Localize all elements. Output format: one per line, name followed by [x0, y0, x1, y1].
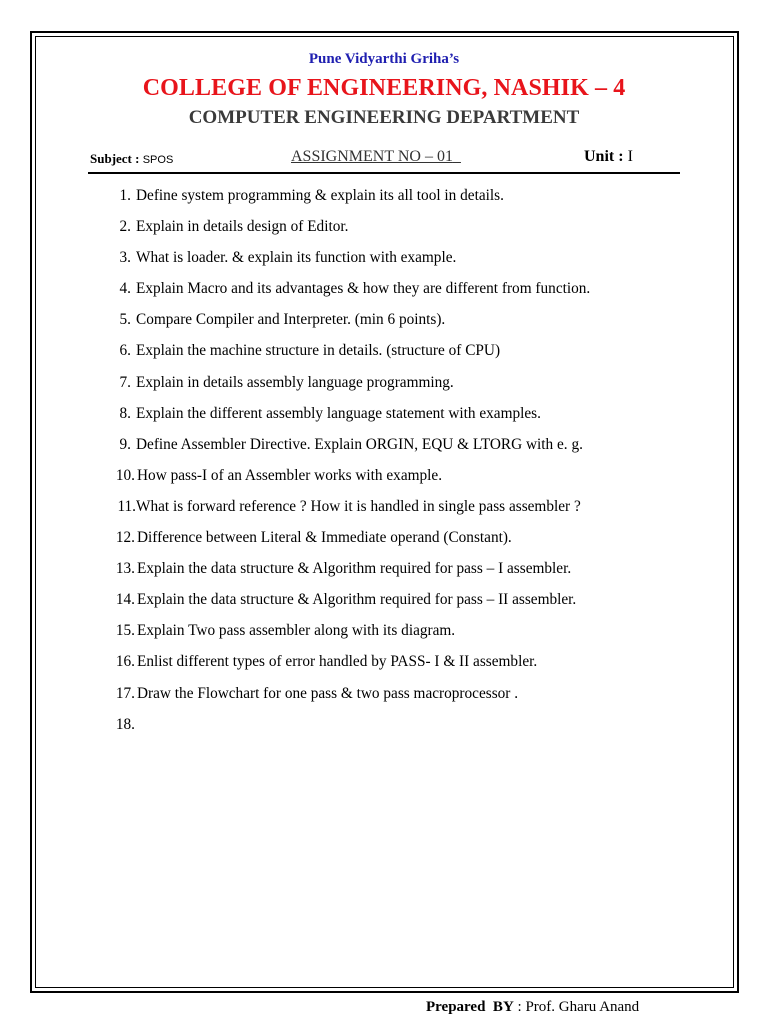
- question-item: [0, 311, 768, 342]
- question-number: 4.: [119, 280, 131, 298]
- question-text: How pass-I of an Assembler works with example.: [137, 466, 443, 484]
- subject-field: [90, 151, 173, 167]
- question-number: 1.: [119, 187, 131, 204]
- question-number: 13.: [115, 560, 135, 578]
- question-number: 12.: [115, 529, 135, 547]
- question-text: Explain the data structure & Algorithm required for pass – I assembler.: [137, 560, 572, 578]
- unit-field: [584, 148, 633, 166]
- question-text: Explain the different assembly language statement with examples.: [136, 404, 541, 422]
- subject-label: Subject :: [90, 151, 140, 166]
- question-text: Define system programming & explain its all tool in details.: [136, 187, 504, 204]
- question-text: Enlist different types of error handled by PASS- I & II assembler.: [137, 653, 538, 671]
- question-list: [0, 187, 768, 747]
- question-text: Explain in details design of Editor.: [136, 218, 349, 236]
- question-item: [0, 374, 768, 405]
- prepared-by-name: Prof. Gharu Anand: [525, 999, 640, 1015]
- question-text: Explain the machine structure in details. (structure of CPU): [136, 342, 501, 360]
- assignment-number: ASSIGNMENT NO – 01: [291, 148, 453, 165]
- question-number: 11.: [117, 497, 136, 515]
- question-number: 14.: [115, 591, 135, 609]
- prepared-by-separator: :: [513, 999, 526, 1015]
- question-number: 15.: [115, 622, 135, 640]
- question-text: What is loader. & explain its function with example.: [136, 249, 457, 267]
- question-text: Define Assembler Directive. Explain ORGIN, EQU & LTORG with e. g.: [136, 435, 583, 453]
- question-text: Compare Compiler and Interpreter. (min 6 points).: [136, 311, 446, 329]
- question-number: 16.: [115, 653, 135, 671]
- assignment-title: [291, 148, 461, 166]
- question-item: [0, 560, 768, 591]
- prepared-by: [426, 999, 639, 1016]
- question-number: 18.: [115, 715, 135, 733]
- question-number: 7.: [119, 373, 131, 391]
- question-number: 8.: [119, 404, 131, 422]
- department-name: COMPUTER ENGINEERING DEPARTMENT: [188, 107, 580, 128]
- society-name: Pune Vidyarthi Griha’s: [308, 51, 460, 67]
- question-item: [0, 716, 768, 747]
- question-number: 17.: [115, 684, 135, 702]
- question-text: Difference between Literal & Immediate operand (Constant).: [137, 529, 512, 547]
- subject-value: SPOS: [142, 154, 174, 166]
- question-item: [0, 187, 768, 218]
- question-number: 10.: [115, 466, 135, 484]
- unit-value: I: [627, 148, 633, 165]
- question-item: [0, 342, 768, 373]
- question-item: [0, 467, 768, 498]
- question-item: [0, 685, 768, 716]
- assignment-header: [88, 146, 680, 174]
- unit-label: Unit :: [584, 148, 624, 165]
- question-item: [0, 591, 768, 622]
- question-number: 2.: [119, 218, 131, 236]
- question-number: 5.: [119, 311, 131, 329]
- question-item: [0, 405, 768, 436]
- question-item: [0, 218, 768, 249]
- question-text: What is forward reference ? How it is handled in single pass assembler ?: [136, 497, 581, 515]
- college-name: COLLEGE OF ENGINEERING, NASHIK – 4: [142, 75, 626, 101]
- question-item: [0, 498, 768, 529]
- question-text: Explain in details assembly language programming.: [136, 373, 454, 391]
- question-item: [0, 622, 768, 653]
- question-item: [0, 249, 768, 280]
- question-number: 3.: [119, 249, 131, 267]
- question-item: [0, 529, 768, 560]
- question-text: Explain Macro and its advantages & how they are different from function.: [136, 280, 591, 298]
- prepared-by-label: Prepared BY: [426, 999, 514, 1015]
- question-text: Draw the Flowchart for one pass & two pass macroprocessor .: [137, 684, 519, 702]
- question-number: 9.: [119, 435, 131, 453]
- question-item: [0, 653, 768, 684]
- question-item: [0, 280, 768, 311]
- question-text: Explain the data structure & Algorithm required for pass – II assembler.: [137, 591, 577, 609]
- question-item: [0, 436, 768, 467]
- question-number: 6.: [119, 342, 131, 360]
- question-text: Explain Two pass assembler along with its diagram.: [137, 622, 456, 640]
